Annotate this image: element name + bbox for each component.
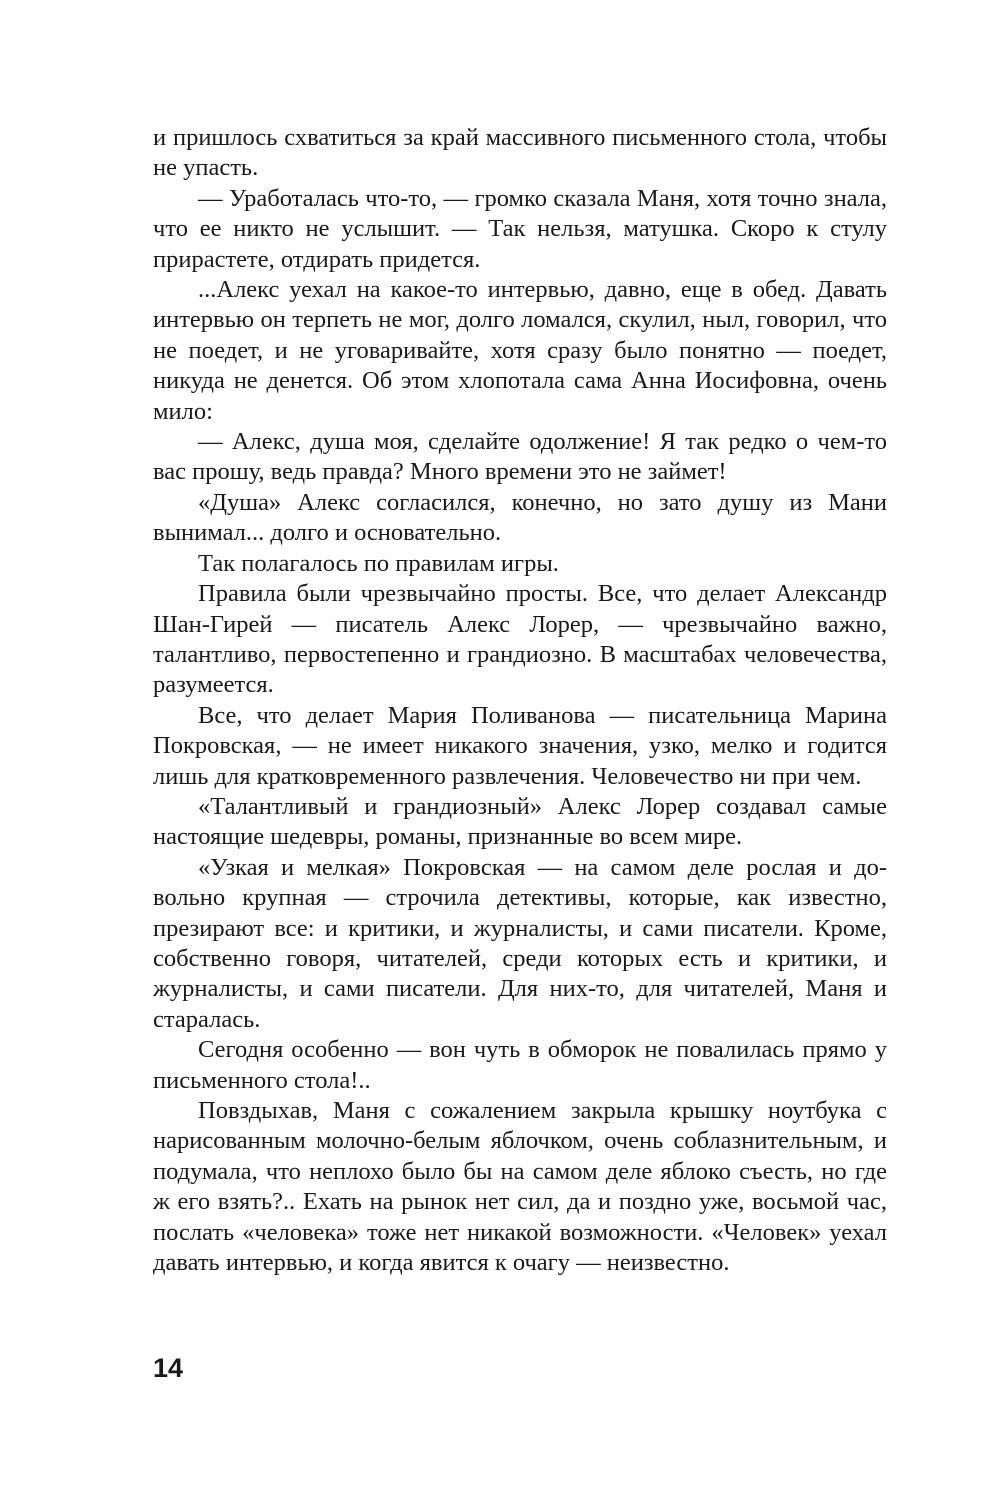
page-number: 14 <box>153 1353 184 1383</box>
paragraph-1: и пришлось схватиться за край массивного письменного стола, чтобы не упасть. <box>153 124 887 182</box>
paragraph-6: Так полагалось по правилам игры. <box>198 549 559 577</box>
paragraph-10: «Узкая и мелкая» Покровская — на самом деле рослая и довольно крупная — строчила детективы, которые, как известно, презирают все: и критики, и журналисты, и сами писатели. Кроме, собственно говоря, читателей, среди которых есть и критики, и журналисты, и сами писатели. Для них-то, для читателей, Маня и старалась. <box>153 853 887 1033</box>
body-text <box>153 123 887 1278</box>
paragraph-5: «Душа» Алекс согласился, конечно, но зато душу из Мани вынимал... долго и основательно. <box>153 488 887 547</box>
paragraph-9: «Талантливый и грандиозный» Алекс Лорер создавал самые настоящие шедевры, романы, признанные во всем мире. <box>153 792 887 851</box>
paragraph-4: — Алекс, душа моя, сделайте одолжение! Я так редко о чем-то вас прошу, ведь правда? Много времени это не займет! <box>153 428 887 486</box>
paragraph-11: Сегодня особенно — вон чуть в обморок не повалилась прямо у письменного стола!.. <box>153 1036 887 1094</box>
paragraph-2: — Уработалась что-то, — громко сказала Маня, хотя точно знала, что ее никто не услышит. — Так нельзя, матушка. Скоро к стулу прирастете, отдирать придется. <box>153 184 887 273</box>
paragraph-12: Повздыхав, Маня с сожалением закрыла крышку ноутбука с нарисованным молочно-белым яблочком, очень соблазнительным, и подумала, что неплохо было бы на самом деле яблоко съесть, но где ж его взять?.. Ехать на рынок нет сил, да и поздно уже, восьмой час, послать «человека» тоже нет никакой возможности. «Человек» уехал давать интервью, и когда явится к очагу — неизвестно. <box>153 1097 887 1277</box>
paragraph-3: ...Алекс уехал на какое-то интервью, давно, еще в обед. Давать интервью он терпеть не мог, долго ломался, скулил, ныл, говорил, что не поедет, и не уговаривайте, хотя сразу было понятно — поедет, никуда не денется. Об этом хлопотала сама Анна Иосифовна, очень мило: <box>153 276 887 425</box>
paragraph-8: Все, что делает Мария Поливанова — писательница Марина Покровская, — не имеет никакого значения, узко, мелко и годится лишь для кратковременного развлечения. Человечество ни при чем. <box>153 701 887 790</box>
paragraph-7: Правила были чрезвычайно просты. Все, что делает Александр Шан-Гирей — писатель Алекс Лорер, — чрезвычайно важно, талантливо, первостепенно и грандиозно. В масштабах человечества, разумеется. <box>153 580 887 699</box>
